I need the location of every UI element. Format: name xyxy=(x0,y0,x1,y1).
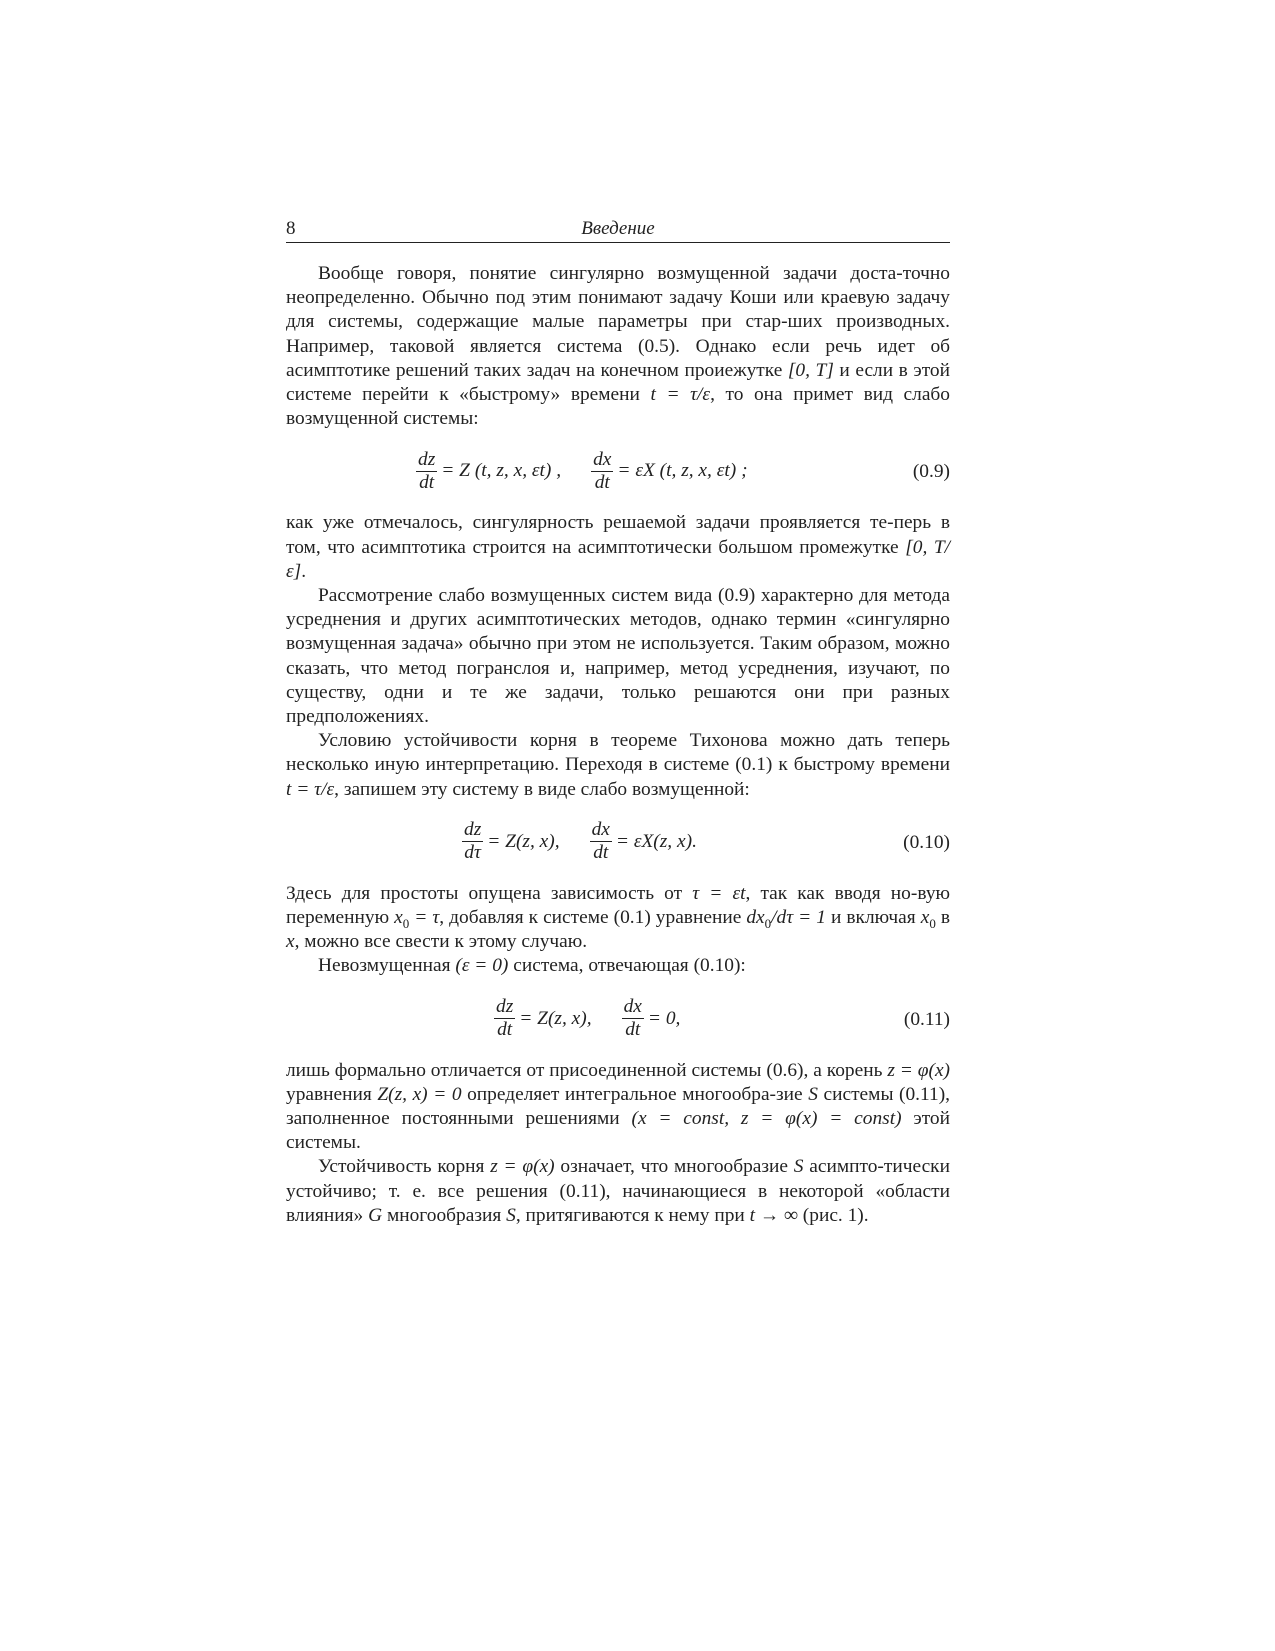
paragraph-5: Здесь для простоты опущена зависимость от τ = εt, так как вводя но-вую переменную $x_0 = \tau$, добавляя к системе (0.1) уравнение $dx_0/d\tau = 1$ и включая $x_0$ в x, можно все свести к этому случаю. xyxy=(286,882,951,953)
paragraph-3: Рассмотрение слабо возмущенных систем вида (0.9) характерно для метода усреднения и других асимптотических методов, однако термин «сингулярно возмущенная задача» обычно при этом не используется. Таким образом, можно сказать, что метод погранслоя и, например, метод усреднения, изучают, по существу, одни и те же задачи, только решаются они при разных предположениях. xyxy=(286,585,950,728)
body-text xyxy=(286,262,950,1228)
equation-0-11: $\frac{dz}{dt}$ = Z(z, x), $\frac{dx}{dt}$ = 0, (0.11) xyxy=(496,996,950,1041)
fraction-dx-dt: $\frac{dx}{dt}$ xyxy=(623,996,642,1041)
fraction-dz-dt: $\frac{dz}{dt}$ xyxy=(496,996,514,1041)
running-title: Введение xyxy=(581,218,655,239)
page-number: 8 xyxy=(286,218,296,239)
equation-0-10: $\frac{dz}{d\tau}$ = Z(z, x), $\frac{dx}{dt}$ = εX(z, x). (0.10) xyxy=(464,819,950,864)
equation-0-9: $\frac{dz}{dt}$ = Z (t, z, x, εt) , $\frac{dx}{dt}$ = εX (t, z, x, εt) ; (0.9) xyxy=(418,448,950,493)
paragraph-1: Вообще говоря, понятие сингулярно возмущенной задачи доста-точно неопределенно. Обычно под этим понимают задачу Коши или краевую задачу для системы, содержащие малые параметры при стар-ших производных. Например, таковой является система (0.5). Однако если речь идет об асимптотике решений таких задач на конечном проиежутке [0, T] и если в этой системе перейти к «быстрому» времени t = τ/ε, то она примет вид слабо возмущенной системы: xyxy=(286,263,950,430)
fraction-dz-dtau: $\frac{dz}{d\tau}$ xyxy=(464,819,482,864)
paragraph-4: Условию устойчивости корня в теореме Тихонова можно дать теперь несколько иную интерпретацию. Переходя в системе (0.1) к быстрому времени t = τ/ε, запишем эту систему в виде слабо возмущенной: xyxy=(286,730,950,800)
paragraph-7: лишь формально отличается от присоединенной системы (0.6), а корень z = φ(x) уравнения Z(z, x) = 0 определяет интегральное многообра-зие S системы (0.11), заполненное постоянными решениями (x = const, z = φ(x) = const) этой системы. xyxy=(286,1059,951,1154)
fraction-dx-dt: $\frac{dx}{dt}$ xyxy=(591,819,610,864)
paragraph-2: как уже отмечалось, сингулярность решаемой задачи проявляется те-перь в том, что асимптотика строится на асимптотически большом промежутке [0, T/ε]. xyxy=(286,512,951,582)
fraction-dz-dt: $\frac{dz}{dt}$ xyxy=(418,448,436,493)
equation-number: (0.11) xyxy=(903,1008,950,1030)
fraction-dx-dt: $\frac{dx}{dt}$ xyxy=(593,448,612,493)
paragraph-8: Устойчивость корня z = φ(x) означает, что многообразие S асимпто-тически устойчиво; т. е. все решения (0.11), начинающиеся в некоторой «области влияния» G многообразия S, притягиваются к нему при t → ∞ (рис. 1). xyxy=(286,1156,950,1226)
equation-number: (0.10) xyxy=(903,831,950,853)
equation-number: (0.9) xyxy=(912,461,950,483)
running-header xyxy=(286,216,950,243)
paragraph-6: Невозмущенная (ε = 0) система, отвечающая (0.10): xyxy=(318,955,746,977)
